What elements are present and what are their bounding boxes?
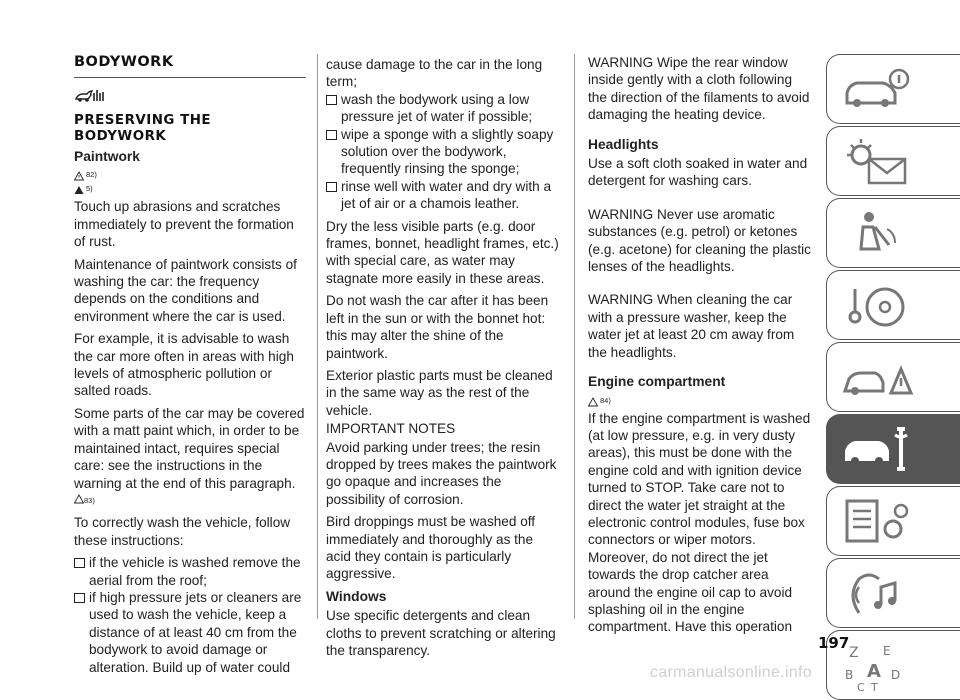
paragraph: cause damage to the car in the long term; <box>326 57 543 90</box>
paragraph: Touch up abrasions and scratches immediately to prevent the formation of rust. <box>74 199 294 250</box>
warning-ref-84[interactable]: 84) <box>588 393 814 407</box>
column-1 <box>74 54 306 676</box>
list-item: if high pressure jets or cleaners are used to wash the vehicle, keep a distance of at least 40 cm from the bodywork to avoid damage or alteration. Build up of water could <box>74 589 306 676</box>
warning-triangle-icon <box>588 397 598 407</box>
car-info-icon <box>839 61 919 117</box>
warning-triangle-icon <box>74 185 84 195</box>
tab-lights-dashboard[interactable] <box>826 126 960 196</box>
column-3 <box>588 54 814 641</box>
warning-ref-82[interactable]: 82) <box>74 167 306 181</box>
car-care-icon <box>74 85 306 105</box>
svg-text:Z: Z <box>849 645 859 661</box>
list-item: if the vehicle is washed remove the aerial from the roof; <box>74 554 306 589</box>
engine-compartment-heading: Engine compartment <box>588 374 726 390</box>
bullet-box-icon <box>74 558 85 568</box>
paragraph: Dry the less visible parts (e.g. door frames, bonnet, headlight frames, etc.) with special care, as water may stagnate more easily in these areas. <box>326 218 559 286</box>
tab-multimedia[interactable] <box>826 558 960 628</box>
paragraph: For example, it is advisable to wash the car more often in areas with high levels of atmospheric pollution or salted roads. <box>74 331 294 399</box>
safety-airbag-icon <box>839 205 919 261</box>
tab-starting-driving[interactable] <box>826 270 960 340</box>
svg-text:T: T <box>871 681 878 693</box>
list-item: wipe a sponge with a slightly soapy solution over the bodywork, frequently rinsing the sponge; <box>326 126 560 178</box>
list-item: rinse well with water and dry with a jet of air or a chamois leather. <box>326 178 560 213</box>
emergency-icon <box>839 349 919 405</box>
tab-car-info[interactable] <box>826 54 960 124</box>
warning-ref-5[interactable]: 5) <box>74 181 306 195</box>
paragraph: If the engine compartment is washed (at low pressure, e.g. in very dusty areas), this must be done with the engine cold and with ignition device turned to STOP. Take care not to direct the water jet straight at the electronic control modules, fuse box connectors or wiper motors. Moreover, do not direct the jet towards the drop catcher area around the engine oil cap to avoid splashing oil in the engine compartment. Have this operation <box>588 410 811 635</box>
tab-technical-data[interactable] <box>826 486 960 556</box>
column-divider <box>317 54 318 619</box>
list-item: wash the bodywork using a low pressure jet of water if possible; <box>326 91 560 126</box>
column-2 <box>326 56 560 664</box>
svg-text:E: E <box>883 644 891 658</box>
warning-triangle-icon <box>74 171 84 181</box>
paragraph: Some parts of the car may be covered with a matt paint which, in order to be maintained intact, requires special care: see the instructions in the warning at the end of this paragraph. $^{83)}$ <box>74 405 305 505</box>
paragraph: Do not wash the car after it has been left in the sun or with the bonnet hot: this may alter the shine of the paintwork. <box>326 293 549 361</box>
paragraph: Bird droppings must be washed off immediately and thoroughly as the acid they contain is particularly aggressive. <box>326 514 536 582</box>
warning-text: WARNING When cleaning the car with a pressure washer, keep the water jet at least 20 cm away from the headlights. <box>588 292 795 360</box>
maintenance-care-icon <box>839 421 919 477</box>
svg-text:C: C <box>857 681 865 693</box>
tab-safety[interactable] <box>826 198 960 268</box>
watermark: carmanualsonline.info <box>650 664 812 681</box>
headlights-heading: Headlights <box>588 136 659 152</box>
chapter-title: PRESERVING THE BODYWORK <box>74 113 212 144</box>
windows-heading: Windows <box>326 588 387 604</box>
paragraph: Use specific detergents and clean cloths to prevent scratching or altering the transparency. <box>326 608 556 658</box>
paragraph: Avoid parking under trees; the resin dropped by trees makes the paintwork go opaque and increases the possibility of corrosion. <box>326 439 557 507</box>
column-divider <box>574 54 575 619</box>
paragraph: Exterior plastic parts must be cleaned in the same way as the rest of the vehicle. <box>326 367 553 418</box>
bullet-box-icon <box>326 130 337 140</box>
starting-driving-icon <box>839 277 919 333</box>
index-icon <box>839 637 919 693</box>
lights-dashboard-icon <box>839 133 919 189</box>
paintwork-heading: Paintwork <box>74 149 140 164</box>
tab-maintenance-care[interactable] <box>826 414 960 484</box>
bullet-box-icon <box>326 95 337 105</box>
bullet-box-icon <box>326 182 337 192</box>
svg-text:D: D <box>891 668 901 682</box>
paragraph: Maintenance of paintwork consists of washing the car: the frequency depends on the conditions and environment where the car is used. <box>74 256 297 324</box>
warning-text: WARNING Wipe the rear window inside gently with a cloth following the direction of the filaments to avoid damaging the heating device. <box>588 55 810 123</box>
warning-triangle-icon <box>74 494 84 504</box>
technical-data-icon <box>839 493 919 549</box>
page-number: 197 <box>818 634 850 652</box>
tab-emergency[interactable] <box>826 342 960 412</box>
bullet-box-icon <box>74 593 85 603</box>
multimedia-icon <box>839 565 919 621</box>
paragraph: To correctly wash the vehicle, follow these instructions: <box>74 515 291 548</box>
warning-text: WARNING Never use aromatic substances (e.g. petrol) or ketones (e.g. acetone) for cleaning the plastic lenses of the headlights. <box>588 206 811 275</box>
notes-heading: IMPORTANT NOTES <box>326 421 456 437</box>
svg-text:A: A <box>867 661 881 682</box>
section-title: BODYWORK <box>74 54 306 78</box>
paragraph: Use a soft cloth soaked in water and detergent for washing cars. <box>588 156 808 189</box>
warning-ref-83[interactable]: 83) <box>74 496 95 505</box>
svg-text:B: B <box>845 668 854 682</box>
